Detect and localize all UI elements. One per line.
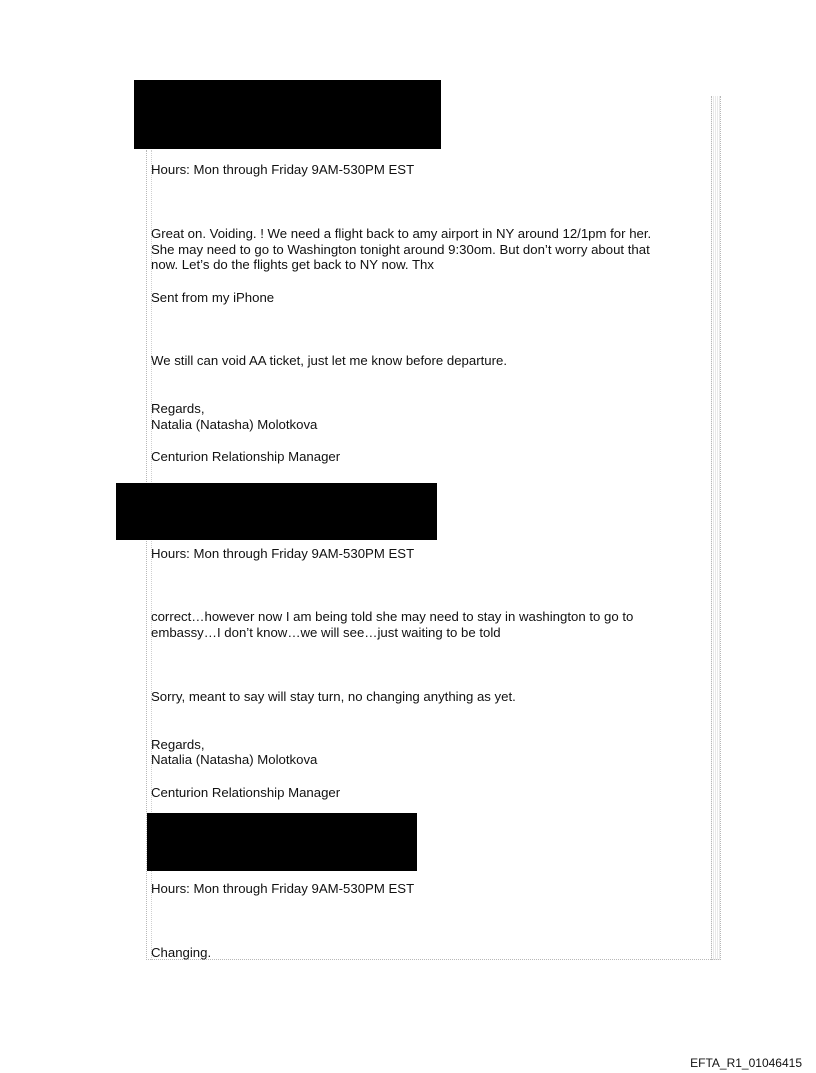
message-changing: Changing. [151, 945, 212, 960]
message-line: embassy…I don’t know…we will see…just waiting to be told [151, 624, 501, 640]
bottom-border [146, 959, 719, 960]
right-border [711, 96, 721, 960]
regards-1: Regards, [151, 401, 205, 416]
message-void-aa-ticket: We still can void AA ticket, just let me know before departure. [151, 353, 507, 368]
sender-name-2: Natalia (Natasha) Molotkova [151, 752, 318, 767]
sender-title-1: Centurion Relationship Manager [151, 449, 341, 464]
document-id: EFTA_R1_01046415 [690, 1056, 802, 1070]
sender-name-1: Natalia (Natasha) Molotkova [151, 417, 318, 432]
message-line: now. Let’s do the flights get back to NY now. Thx [151, 257, 434, 272]
redaction-box-3 [147, 813, 417, 871]
message-great-on-voiding [151, 226, 706, 273]
sent-from-iphone: Sent from my iPhone [151, 290, 275, 305]
message-washington-embassy [151, 609, 706, 640]
redaction-box-2 [116, 483, 437, 540]
message-line: She may need to go to Washington tonight around 9:30om. But don’t worry about that [151, 241, 650, 257]
message-line: correct…however now I am being told she may need to stay in washington to go to [151, 609, 634, 624]
message-line: Great on. Voiding. ! We need a flight back to amy airport in NY around 12/1pm for her. [151, 226, 652, 241]
redaction-box-1 [134, 80, 441, 149]
hours-line-1: Hours: Mon through Friday 9AM-530PM EST [151, 162, 415, 177]
hours-line-2: Hours: Mon through Friday 9AM-530PM EST [151, 546, 415, 561]
message-stay-turn: Sorry, meant to say will stay turn, no changing anything as yet. [151, 689, 516, 704]
hours-line-3: Hours: Mon through Friday 9AM-530PM EST [151, 881, 415, 896]
regards-2: Regards, [151, 737, 205, 752]
sender-title-2: Centurion Relationship Manager [151, 785, 341, 800]
